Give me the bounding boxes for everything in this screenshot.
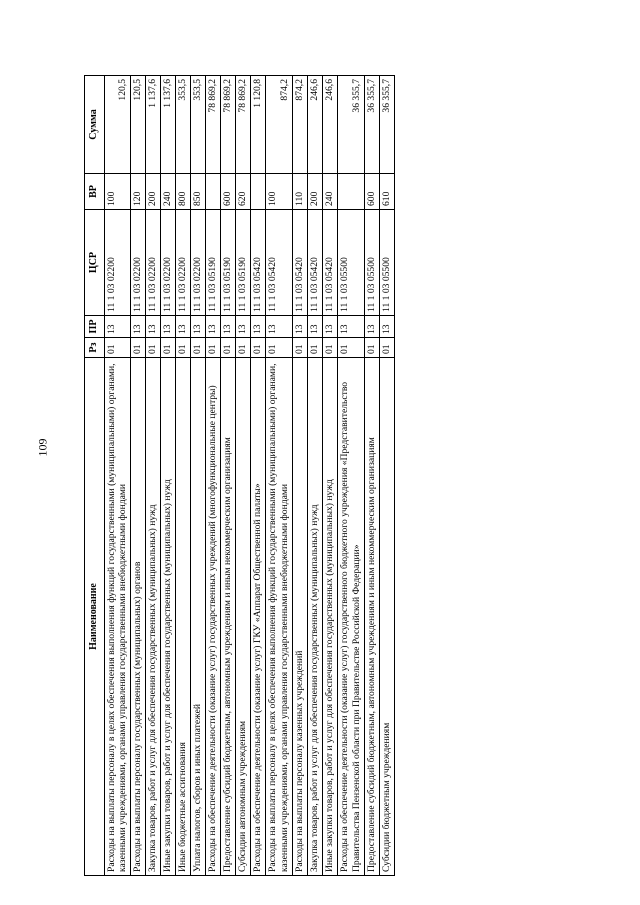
cell-pr: 13 — [236, 316, 251, 338]
cell-vr: 610 — [380, 174, 395, 210]
table-row — [380, 76, 395, 876]
cell-sum: 874,2 — [293, 76, 308, 174]
cell-name: Расходы на выплаты персоналу казенных учреждений — [293, 358, 308, 876]
cell-vr: 200 — [308, 174, 323, 210]
table-row — [191, 76, 206, 876]
cell-name: Субсидии бюджетным учреждениям — [380, 358, 395, 876]
cell-pr: 13 — [266, 316, 293, 338]
cell-sum: 36 355,7 — [380, 76, 395, 174]
cell-csr: 11 1 03 05190 — [236, 210, 251, 316]
cell-csr: 11 1 03 05500 — [365, 210, 380, 316]
cell-vr: 600 — [221, 174, 236, 210]
cell-rz: 01 — [365, 338, 380, 358]
cell-pr: 13 — [251, 316, 266, 338]
table-row — [206, 76, 221, 876]
table-row — [236, 76, 251, 876]
cell-csr: 11 1 03 05420 — [308, 210, 323, 316]
header-name: Наименование — [85, 358, 105, 876]
table-header-row — [85, 76, 105, 876]
cell-name: Расходы на обеспечение деятельности (оказание услуг) государственных учреждений (многофункциональные центры) — [206, 358, 221, 876]
cell-rz: 01 — [131, 338, 146, 358]
cell-vr: 240 — [323, 174, 338, 210]
table-row — [161, 76, 176, 876]
cell-csr: 11 1 03 02200 — [104, 210, 131, 316]
cell-vr — [338, 174, 365, 210]
cell-csr: 11 1 03 05190 — [221, 210, 236, 316]
table-row — [221, 76, 236, 876]
cell-name: Иные бюджетные ассигнования — [176, 358, 191, 876]
cell-pr: 13 — [206, 316, 221, 338]
page-number: 109 — [35, 438, 50, 457]
cell-name: Предоставление субсидий бюджетным, автономным учреждениям и иным некоммерческим организациям — [365, 358, 380, 876]
table-body — [104, 76, 395, 876]
cell-name: Субсидии автономным учреждениям — [236, 358, 251, 876]
cell-csr: 11 1 03 05500 — [380, 210, 395, 316]
header-sum: Сумма — [85, 76, 105, 174]
cell-vr: 850 — [191, 174, 206, 210]
table-row — [104, 76, 131, 876]
cell-name: Закупка товаров, работ и услуг для обеспечения государственных (муниципальных) нужд — [146, 358, 161, 876]
cell-name: Иные закупки товаров, работ и услуг для обеспечения государственных (муниципальных) нужд — [323, 358, 338, 876]
cell-vr: 120 — [131, 174, 146, 210]
cell-name: Расходы на обеспечение деятельности (оказание услуг) государственного бюджетного учреждения «Представительство Правительства Пензенской области при Правительстве Российской Федерации» — [338, 358, 365, 876]
cell-pr: 13 — [146, 316, 161, 338]
cell-sum: 78 869,2 — [206, 76, 221, 174]
cell-name: Предоставление субсидий бюджетным, автономным учреждениям и иным некоммерческим организациям — [221, 358, 236, 876]
cell-csr: 11 1 03 02200 — [191, 210, 206, 316]
cell-rz: 01 — [308, 338, 323, 358]
cell-name: Иные закупки товаров, работ и услуг для обеспечения государственных (муниципальных) нужд — [161, 358, 176, 876]
cell-sum: 246,6 — [323, 76, 338, 174]
cell-rz: 01 — [380, 338, 395, 358]
cell-csr: 11 1 03 05500 — [338, 210, 365, 316]
cell-name: Закупка товаров, работ и услуг для обеспечения государственных (муниципальных) нужд — [308, 358, 323, 876]
cell-csr: 11 1 03 02200 — [131, 210, 146, 316]
cell-vr: 100 — [104, 174, 131, 210]
cell-name: Расходы на обеспечение деятельности (оказание услуг) ГКУ «Аппарат Общественной палаты» — [251, 358, 266, 876]
cell-vr: 100 — [266, 174, 293, 210]
cell-pr: 13 — [191, 316, 206, 338]
cell-rz: 01 — [146, 338, 161, 358]
cell-csr: 11 1 03 02200 — [161, 210, 176, 316]
cell-pr: 13 — [338, 316, 365, 338]
cell-rz: 01 — [161, 338, 176, 358]
header-vr: ВР — [85, 174, 105, 210]
cell-sum: 120,5 — [104, 76, 131, 174]
cell-pr: 13 — [293, 316, 308, 338]
cell-vr: 620 — [236, 174, 251, 210]
table-row — [308, 76, 323, 876]
cell-pr: 13 — [131, 316, 146, 338]
cell-rz: 01 — [236, 338, 251, 358]
cell-rz: 01 — [323, 338, 338, 358]
cell-rz: 01 — [191, 338, 206, 358]
cell-rz: 01 — [293, 338, 308, 358]
cell-csr: 11 1 03 02200 — [146, 210, 161, 316]
cell-vr: 600 — [365, 174, 380, 210]
cell-rz: 01 — [338, 338, 365, 358]
cell-sum: 120,5 — [131, 76, 146, 174]
cell-sum: 353,5 — [191, 76, 206, 174]
table-row — [323, 76, 338, 876]
cell-pr: 13 — [365, 316, 380, 338]
cell-sum: 36 355,7 — [365, 76, 380, 174]
cell-pr: 13 — [308, 316, 323, 338]
cell-vr — [206, 174, 221, 210]
table-row — [176, 76, 191, 876]
cell-csr: 11 1 03 05420 — [251, 210, 266, 316]
cell-pr: 13 — [104, 316, 131, 338]
table-row — [131, 76, 146, 876]
cell-vr: 800 — [176, 174, 191, 210]
cell-sum: 1 120,8 — [251, 76, 266, 174]
cell-csr: 11 1 03 05190 — [206, 210, 221, 316]
cell-rz: 01 — [251, 338, 266, 358]
cell-name: Расходы на выплаты персоналу в целях обеспечения выполнения функций государственными (муниципальными) органами, казенными учреждениями, органами управления государственными внебюджетными фондами — [104, 358, 131, 876]
cell-pr: 13 — [221, 316, 236, 338]
cell-pr: 13 — [380, 316, 395, 338]
cell-sum: 353,5 — [176, 76, 191, 174]
cell-csr: 11 1 03 02200 — [176, 210, 191, 316]
header-csr: ЦСР — [85, 210, 105, 316]
cell-csr: 11 1 03 05420 — [266, 210, 293, 316]
cell-rz: 01 — [266, 338, 293, 358]
cell-rz: 01 — [176, 338, 191, 358]
header-pr: ПР — [85, 316, 105, 338]
cell-sum: 246,6 — [308, 76, 323, 174]
cell-sum: 78 869,2 — [221, 76, 236, 174]
cell-rz: 01 — [206, 338, 221, 358]
cell-sum: 36 355,7 — [338, 76, 365, 174]
cell-csr: 11 1 03 05420 — [293, 210, 308, 316]
cell-pr: 13 — [161, 316, 176, 338]
table-row — [266, 76, 293, 876]
cell-sum: 78 869,2 — [236, 76, 251, 174]
cell-rz: 01 — [221, 338, 236, 358]
cell-vr: 240 — [161, 174, 176, 210]
cell-sum: 1 137,6 — [146, 76, 161, 174]
budget-table — [84, 75, 395, 876]
cell-name: Расходы на выплаты персоналу в целях обеспечения выполнения функций государственными (муниципальными) органами, казенными учреждениями, органами управления государственными внебюджетными фондами — [266, 358, 293, 876]
cell-pr: 13 — [176, 316, 191, 338]
cell-name: Уплата налогов, сборов и иных платежей — [191, 358, 206, 876]
table-row — [146, 76, 161, 876]
cell-vr: 200 — [146, 174, 161, 210]
table-row — [293, 76, 308, 876]
rotated-page-content — [84, 76, 554, 876]
cell-rz: 01 — [104, 338, 131, 358]
table-row — [365, 76, 380, 876]
cell-name: Расходы на выплаты персоналу государственных (муниципальных) органов — [131, 358, 146, 876]
table-row — [251, 76, 266, 876]
cell-sum: 874,2 — [266, 76, 293, 174]
header-rz: Рз — [85, 338, 105, 358]
cell-vr: 110 — [293, 174, 308, 210]
cell-vr — [251, 174, 266, 210]
cell-pr: 13 — [323, 316, 338, 338]
table-row — [338, 76, 365, 876]
cell-csr: 11 1 03 05420 — [323, 210, 338, 316]
cell-sum: 1 137,6 — [161, 76, 176, 174]
